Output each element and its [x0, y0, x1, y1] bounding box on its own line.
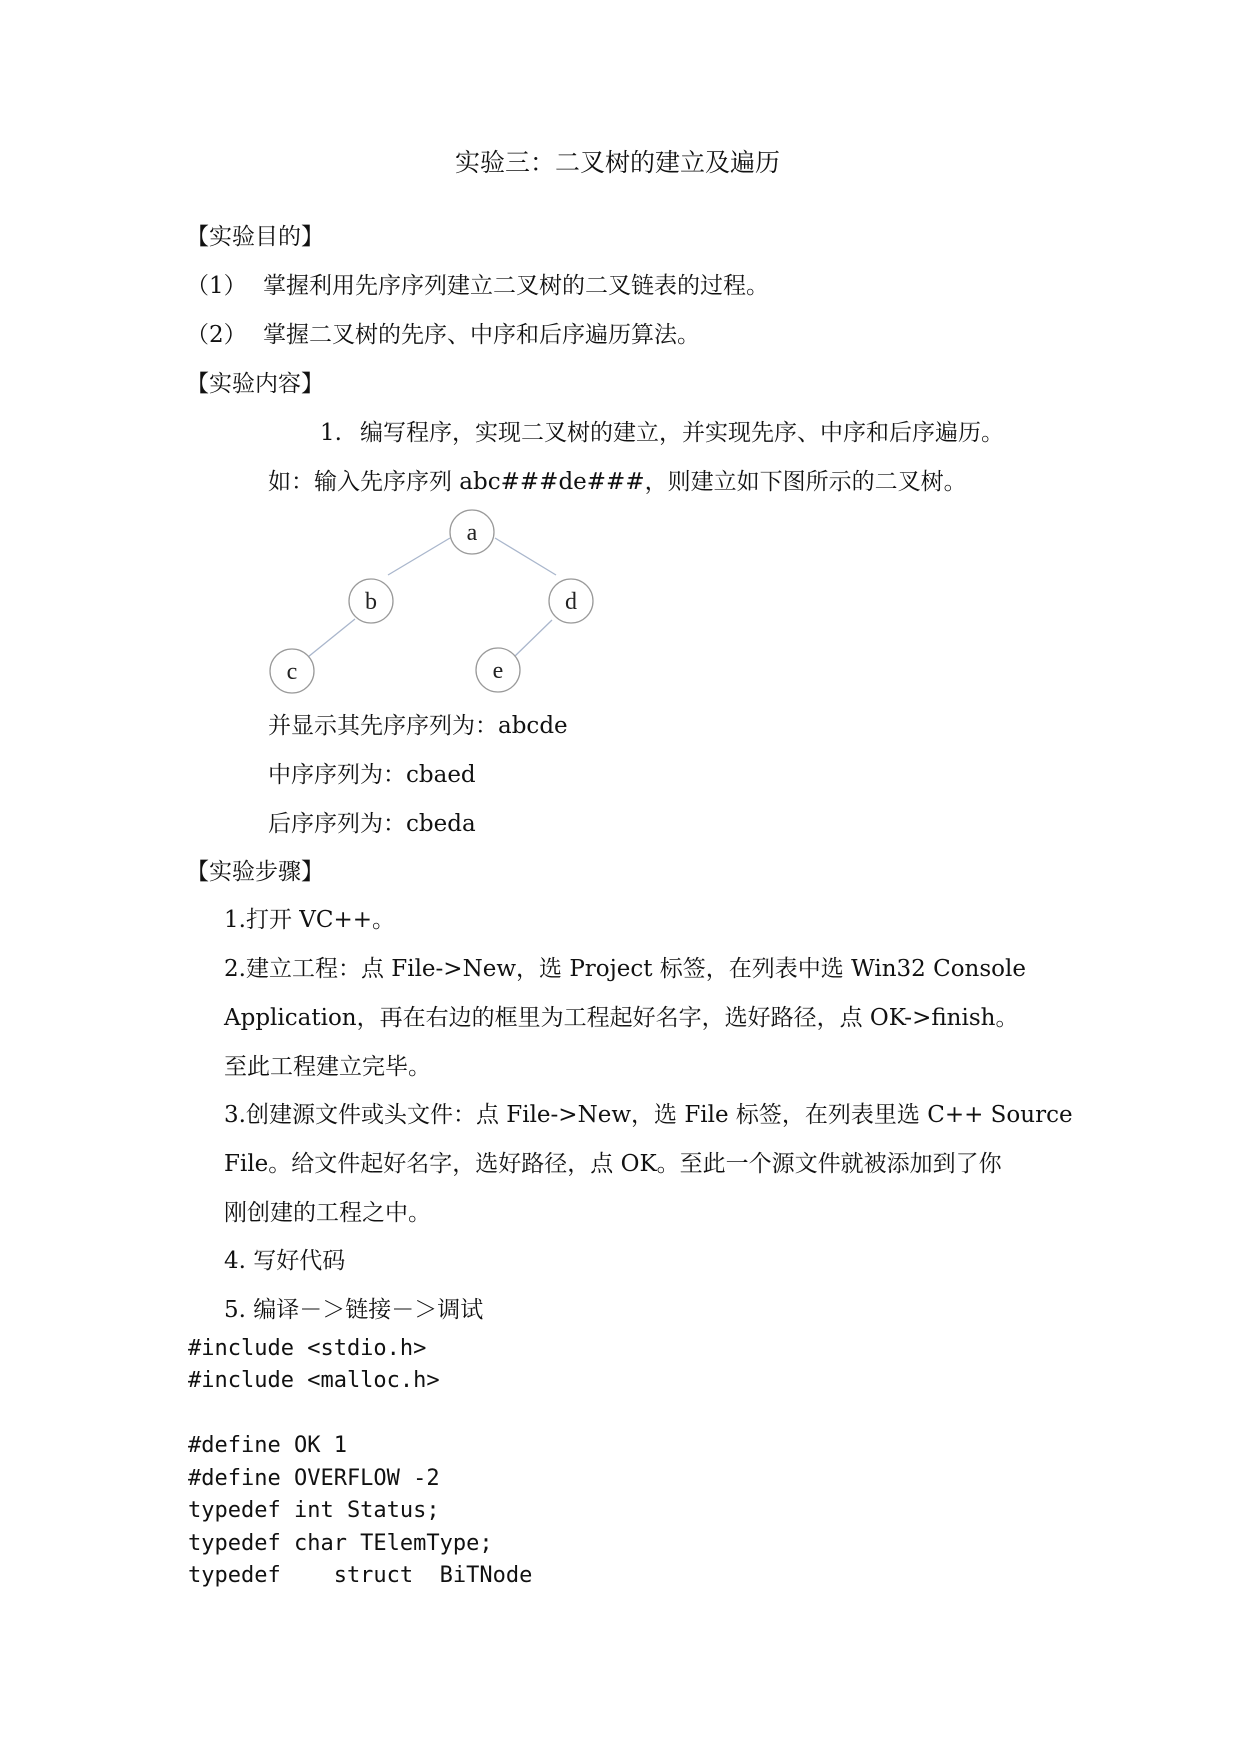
step-line: 4. 写好代码 [224, 1248, 346, 1274]
purpose-item-text: 掌握利用先序序列建立二叉树的二叉链表的过程。 [263, 273, 769, 299]
step-line: 3.创建源文件或头文件：点 File->New，选 File 标签，在列表里选 C++ Source [224, 1102, 1073, 1128]
preorder-result: 并显示其先序序列为：abcde [268, 713, 568, 739]
code-line: typedef char TElemType; [188, 1531, 493, 1556]
step-line: 1.打开 VC++。 [224, 907, 396, 933]
purpose-item-number: （1） [186, 273, 247, 299]
purpose-item-number: （2） [186, 322, 247, 348]
inorder-result: 中序序列为：cbaed [268, 762, 476, 788]
section-heading-steps: 【实验步骤】 [186, 859, 324, 885]
code-line: #include <malloc.h> [188, 1368, 440, 1393]
code-line: typedef int Status; [188, 1498, 440, 1523]
tree-edge-a-d [495, 538, 556, 575]
purpose-item-text: 掌握二叉树的先序、中序和后序遍历算法。 [263, 322, 700, 348]
tree-node-b-label: b [365, 589, 377, 615]
step-line: 5. 编译－＞链接－＞调试 [224, 1297, 484, 1323]
section-heading-purpose: 【实验目的】 [186, 224, 324, 250]
tree-edge-b-c [308, 619, 355, 657]
step-line: 刚创建的工程之中。 [224, 1200, 431, 1226]
code-line: typedef struct BiTNode [188, 1563, 533, 1588]
code-line: #define OK 1 [188, 1433, 347, 1458]
code-line: #include <stdio.h> [188, 1336, 427, 1361]
step-line: 至此工程建立完毕。 [224, 1054, 431, 1080]
step-line: 2.建立工程：点 File->New，选 Project 标签，在列表中选 Win32 Console [224, 956, 1026, 982]
content-item-text: 编写程序，实现二叉树的建立，并实现先序、中序和后序遍历。 [360, 420, 1004, 446]
tree-node-d-label: d [565, 589, 577, 615]
tree-edge-a-b [388, 538, 450, 575]
page-title: 实验三：二叉树的建立及遍历 [455, 148, 781, 177]
tree-node-a-label: a [466, 520, 478, 546]
tree-node-c-label: c [286, 659, 298, 685]
content-item-number: 1. [320, 420, 342, 446]
section-heading-content: 【实验内容】 [186, 371, 324, 397]
example-text: 如：输入先序序列 abc###de###，则建立如下图所示的二叉树。 [268, 469, 967, 495]
step-line: File。给文件起好名字，选好路径，点 OK。至此一个源文件就被添加到了你 [224, 1151, 1002, 1177]
tree-edge-d-e [514, 620, 552, 657]
tree-node-e-label: e [492, 658, 504, 684]
step-line: Application，再在右边的框里为工程起好名字，选好路径，点 OK->finish。 [224, 1005, 1019, 1031]
postorder-result: 后序序列为：cbeda [268, 811, 476, 837]
code-line: #define OVERFLOW -2 [188, 1466, 440, 1491]
